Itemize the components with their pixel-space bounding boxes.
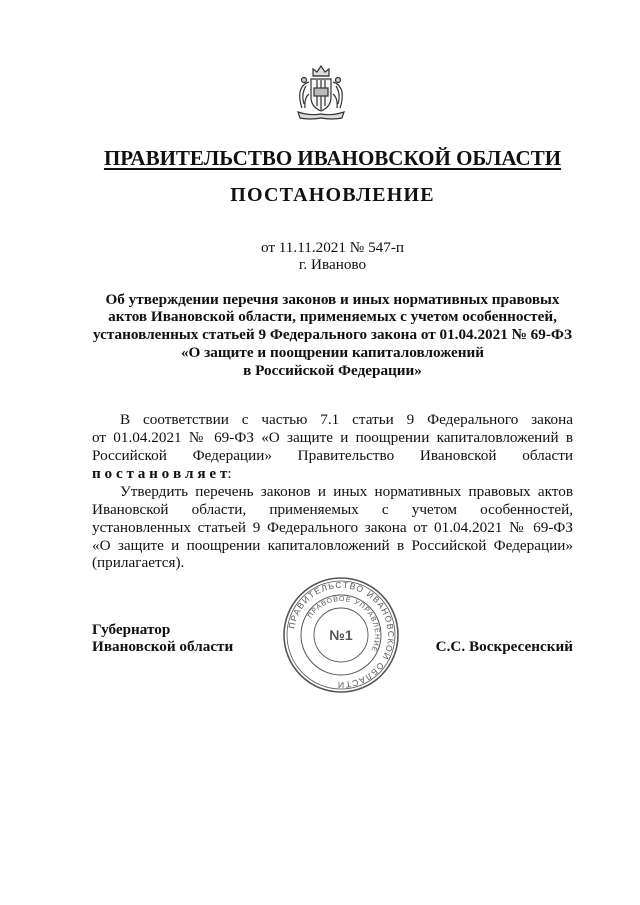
title-line: Об утверждении перечня законов и иных нормативных правовых	[105, 291, 560, 308]
title-line: «О защите и поощрении капиталовложений	[180, 344, 485, 361]
decree-colon: :	[227, 465, 232, 482]
body-line: «О защите и поощрении капиталовложений в Российской Федерации»	[92, 537, 573, 554]
body-line: Утвердить перечень законов и иных нормативных правовых актов	[120, 483, 573, 500]
decree-line	[92, 465, 573, 483]
body-line: В соответствии с частью 7.1 статьи 9 Федерального закона	[120, 411, 573, 428]
government-name: ПРАВИТЕЛЬСТВО ИВАНОВСКОЙ ОБЛАСТИ	[103, 146, 562, 170]
signer-position-line2: Ивановской области	[92, 638, 234, 655]
signer-name: С.С. Воскресенский	[435, 638, 573, 655]
body-line: Российской Федерации» Правительство Ивановской области	[92, 447, 573, 464]
city: г. Иваново	[298, 256, 367, 273]
signer-position-line1: Губернатор	[92, 621, 171, 638]
title-line: актов Ивановской области, применяемых с учетом особенностей,	[108, 308, 557, 325]
coat-of-arms-icon	[292, 64, 350, 122]
title-line: установленных статьей 9 Федерального закона от 01.04.2021 № 69-ФЗ	[93, 326, 572, 343]
stamp-inner-text: ПРАВОВОЕ УПРАВЛЕНИЕ	[306, 595, 381, 654]
document-type: ПОСТАНОВЛЕНИЕ	[230, 184, 435, 206]
decree-word: п о с т а н о в л я е т	[92, 465, 228, 482]
body-line: от 01.04.2021 № 69-ФЗ «О защите и поощрении капиталовложений в	[92, 429, 573, 446]
body-line: (прилагается).	[92, 554, 185, 571]
body-line: Ивановской области, применяемых с учетом особенностей,	[92, 501, 573, 518]
stamp-outer-text: ПРАВИТЕЛЬСТВО ИВАНОВСКОЙ ОБЛАСТИ	[286, 579, 397, 691]
title-line: в Российской Федерации»	[243, 362, 422, 379]
stamp-number: №1	[329, 627, 353, 643]
date-number: от 11.11.2021 № 547-п	[260, 239, 405, 256]
body-line: установленных статьей 9 Федерального закона от 01.04.2021 № 69-ФЗ	[92, 519, 573, 536]
